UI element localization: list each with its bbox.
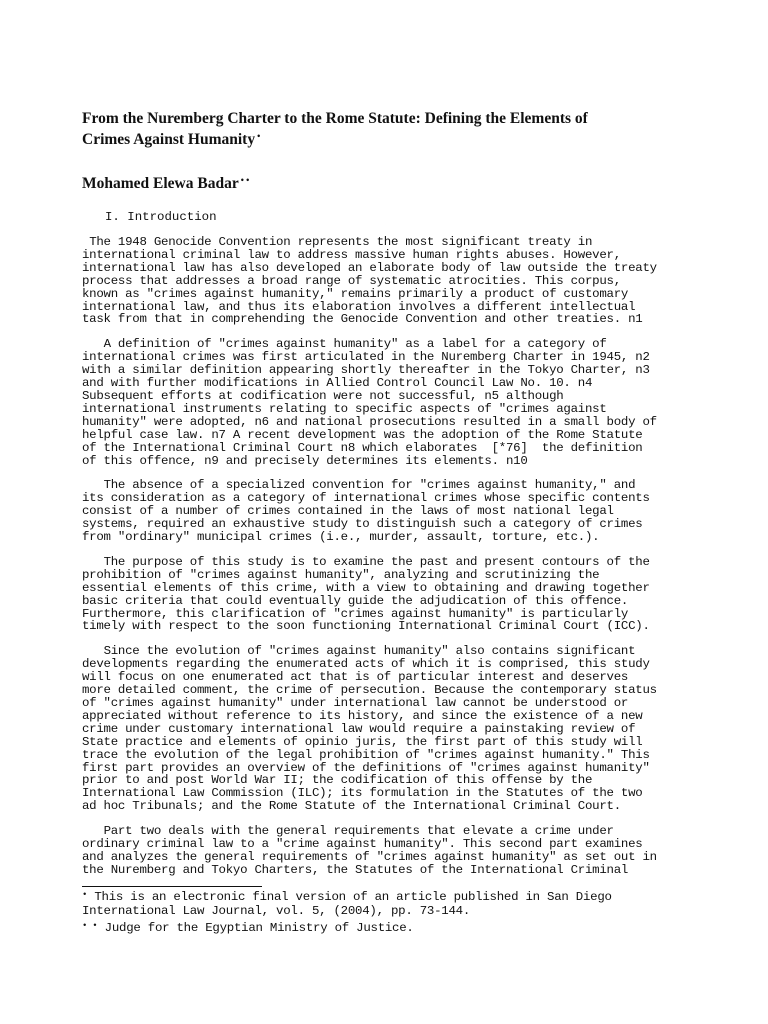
author-line xyxy=(82,173,688,194)
footnote-2-symbol: • • xyxy=(82,920,98,931)
paragraph-1: The 1948 Genocide Convention represents the most significant treaty in international criminal law to address massive human rights abuses. However, international law has also developed an elaborate body of law outside the treaty process that addresses a broad range of systematic atrocities. This corpus, known as "crimes against humanity," remains primarily a product of customary international law, and thus its elaboration involves a different intellectual task from that in comprehending the Genocide Convention and other treaties. n1 xyxy=(82,235,657,327)
paragraph-5: Since the evolution of "crimes against humanity" also contains significant developments regarding the enumerated acts of which it is comprised, this study will focus on one enumerated act that is of particular interest and deserves more detailed comment, the crime of persecution. Because the contemporary status of "crimes against humanity" under international law cannot be understood or appreciated without reference to its history, and since the existence of a new crime under customary international law would require a painstaking review of State practice and elements of opinio juris, the first part of this study will trace the evolution of the legal prohibition of "crimes against humanity." This first part provides an overview of the definitions of "crimes against humanity" prior to and post World War II; the codification of this offense by the International Law Commission (ILC); its formulation in the Statutes of the two ad hoc Tribunals; and the Rome Statute of the International Criminal Court. xyxy=(82,644,657,814)
document-page xyxy=(82,108,688,936)
footnote-1-symbol: • xyxy=(82,889,88,900)
paragraph-2: A definition of "crimes against humanity" as a label for a category of international crimes was first articulated in the Nuremberg Charter in 1945, n2 with a similar definition appearing shortly thereafter in the Tokyo Charter, n3 and with further modifications in Allied Control Council Law No. 10. n4 Subsequent efforts at codification were not successful, n5 although international instruments relating to specific aspects of "crimes against humanity" were adopted, n6 and national prosecutions resulted in a small body of helpful case law. n7 A recent development was the adoption of the Rome Statute of the International Criminal Court n8 which elaborates [*76] the definition of this offence, n9 and precisely determines its elements. n10 xyxy=(82,337,657,468)
article-title-text: From the Nuremberg Charter to the Rome Statute: Defining the Elements of Crimes Against Humanity xyxy=(82,110,588,148)
footnote-2 xyxy=(82,922,688,936)
section-heading: I. Introduction xyxy=(105,210,217,224)
footnote-1-text: This is an electronic final version of an article published in San Diego International Law Journal, vol. 5, (2004), pp. 73-144. xyxy=(82,889,612,918)
footnote-divider xyxy=(82,886,262,887)
paragraph-3: The absence of a specialized convention for "crimes against humanity," and its consideration as a category of international crimes whose specific contents consist of a number of crimes contained in the laws of most national legal systems, required an exhaustive study to distinguish such a category of crimes from "ordinary" municipal crimes (i.e., murder, assault, torture, etc.). xyxy=(82,478,650,545)
footnote-1 xyxy=(82,891,688,918)
article-title xyxy=(82,108,688,150)
title-footnote-marker: • xyxy=(257,131,261,141)
author-name: Mohamed Elewa Badar xyxy=(82,175,239,192)
paragraph-6: Part two deals with the general requirements that elevate a crime under ordinary criminal law to a "crime against humanity". This second part examines and analyzes the general requirements of "crimes against humanity" as set out in the Nuremberg and Tokyo Charters, the Statutes of the International Criminal xyxy=(82,824,657,877)
paragraph-4: The purpose of this study is to examine the past and present contours of the prohibition of "crimes against humanity", analyzing and scrutinizing the essential elements of this crime, with a view to obtaining and drawing together basic criteria that could eventually guide the adjudication of this offence. Furthermore, this clarification of "crimes against humanity" is particularly timely with respect to the soon functioning International Criminal Court (ICC). xyxy=(82,554,650,634)
footnote-2-text: Judge for the Egyptian Ministry of Justice. xyxy=(97,920,414,935)
author-footnote-marker: • • xyxy=(240,175,250,185)
